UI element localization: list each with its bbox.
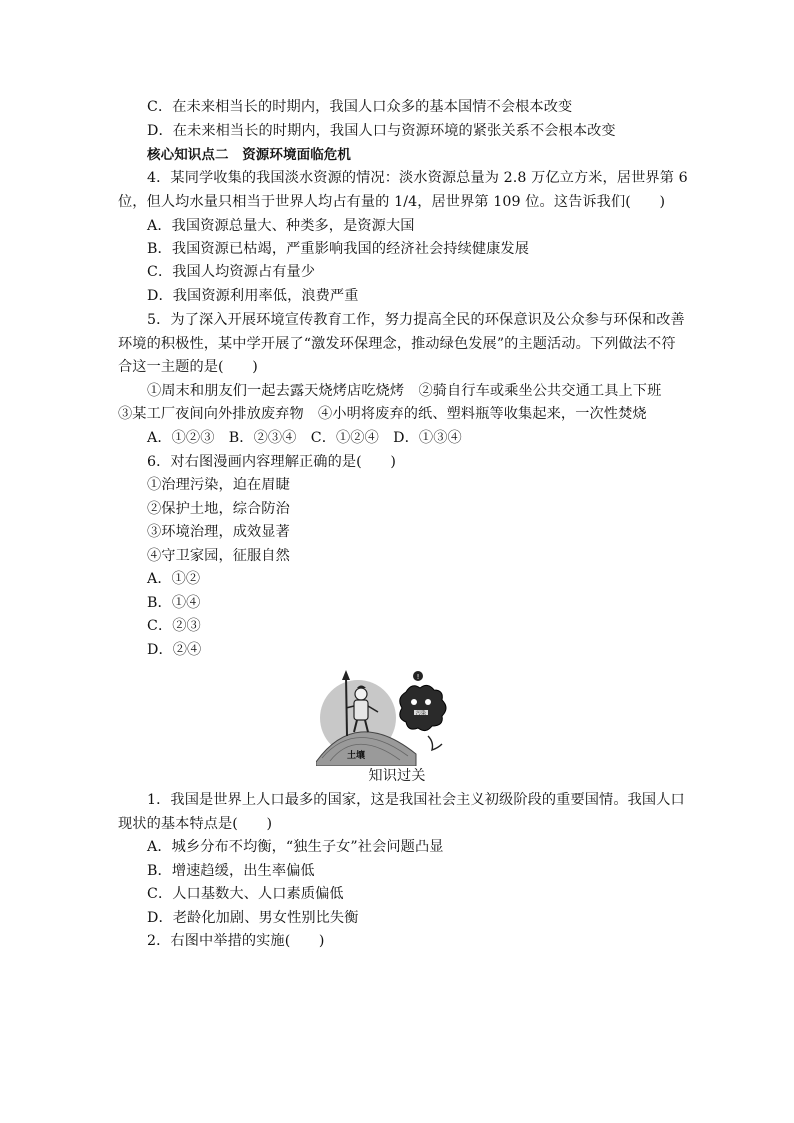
monster-eye (411, 699, 417, 705)
option-a-q1: A．城乡分布不均衡，“独生子女”社会问题凸显 (147, 839, 444, 855)
statement-list-line2: ③某工厂夜间向外排放废弃物 ④小明将废弃的纸、塑料瓶等收集起来，一次性焚烧 (118, 406, 647, 422)
statement-list-line1: ①周末和朋友们一起去露天烧烤店吃烧烤 ②骑自行车或乘坐公共交通工具上下班 (147, 383, 662, 399)
question-5-line2: 环境的积极性，某中学开展了“激发环保理念，推动绿色发展”的主题活动。下列做法不符 (118, 336, 676, 352)
question-5-line1: 5．为了深入开展环境宣传教育工作，努力提高全民的环保意识及公众参与环保和改善 (147, 312, 685, 328)
option-d-q6: D．②④ (147, 642, 202, 658)
person-body (354, 700, 368, 720)
option-b-q6: B．①④ (147, 595, 201, 611)
option-d-q4: D．我国资源利用率低，浪费严重 (147, 288, 359, 304)
option-a-q6: A．①② (147, 571, 201, 587)
option-b-q4: B．我国资源已枯竭，严重影响我国的经济社会持续健康发展 (147, 241, 530, 257)
cartoon-illustration (316, 666, 476, 766)
option-a-q4: A．我国资源总量大、种类多，是资源大国 (147, 218, 415, 234)
statement-3: ③环境治理，成效显著 (147, 524, 290, 540)
monster-eye (425, 699, 431, 705)
question-5-line3: 合这一主题的是( ) (118, 359, 258, 375)
exclaim-mark: ! (416, 673, 420, 681)
question-1-line2: 现状的基本特点是( ) (118, 816, 273, 832)
monster-tail (428, 736, 442, 750)
section-title-knowledge: 知识过关 (368, 768, 426, 784)
option-c-q1: C．人口基数大、人口素质偏低 (147, 886, 344, 902)
statement-2: ②保护土地，综合防治 (147, 501, 290, 517)
question-6: 6．对右图漫画内容理解正确的是( ) (147, 454, 396, 470)
option-d-q1: D．老龄化加剧、男女性别比失衡 (147, 910, 359, 926)
statement-1: ①治理污染，迫在眉睫 (147, 477, 290, 493)
spear-pole (346, 676, 347, 736)
person-head (355, 688, 367, 700)
option-c-q4: C．我国人均资源占有量少 (147, 264, 316, 280)
monster-label: 污染 (415, 710, 427, 717)
option-c-q6: C．②③ (147, 618, 201, 634)
statement-4: ④守卫家园，征服自然 (147, 548, 290, 564)
pollution-monster (400, 685, 446, 730)
soil-label: 土壤 (346, 751, 366, 761)
option-b-q1: B．增速趋缓，出生率偏低 (147, 863, 315, 879)
option-c-q3: C．在未来相当长的时期内，我国人口众多的基本国情不会根本改变 (147, 99, 573, 115)
question-4-line1: 4．某同学收集的我国淡水资源的情况：淡水资源总量为 2.8 万亿立方米，居世界第 6 (147, 170, 688, 186)
options-q5: A．①②③ B．②③④ C．①②④ D．①③④ (147, 430, 462, 446)
cartoon-svg (316, 666, 476, 766)
section-heading: 核心知识点二 资源环境面临危机 (147, 147, 351, 163)
question-2: 2．右图中举措的实施( ) (147, 933, 325, 949)
question-4-line2: 位，但人均水量只相当于世界人均占有量的 1/4，居世界第 109 位。这告诉我们( ) (118, 194, 666, 210)
spear-tip (342, 670, 350, 680)
question-1-line1: 1．我国是世界上人口最多的国家，这是我国社会主义初级阶段的重要国情。我国人口 (147, 792, 685, 808)
option-d-q3: D．在未来相当长的时期内，我国人口与资源环境的紧张关系不会根本改变 (147, 123, 616, 139)
